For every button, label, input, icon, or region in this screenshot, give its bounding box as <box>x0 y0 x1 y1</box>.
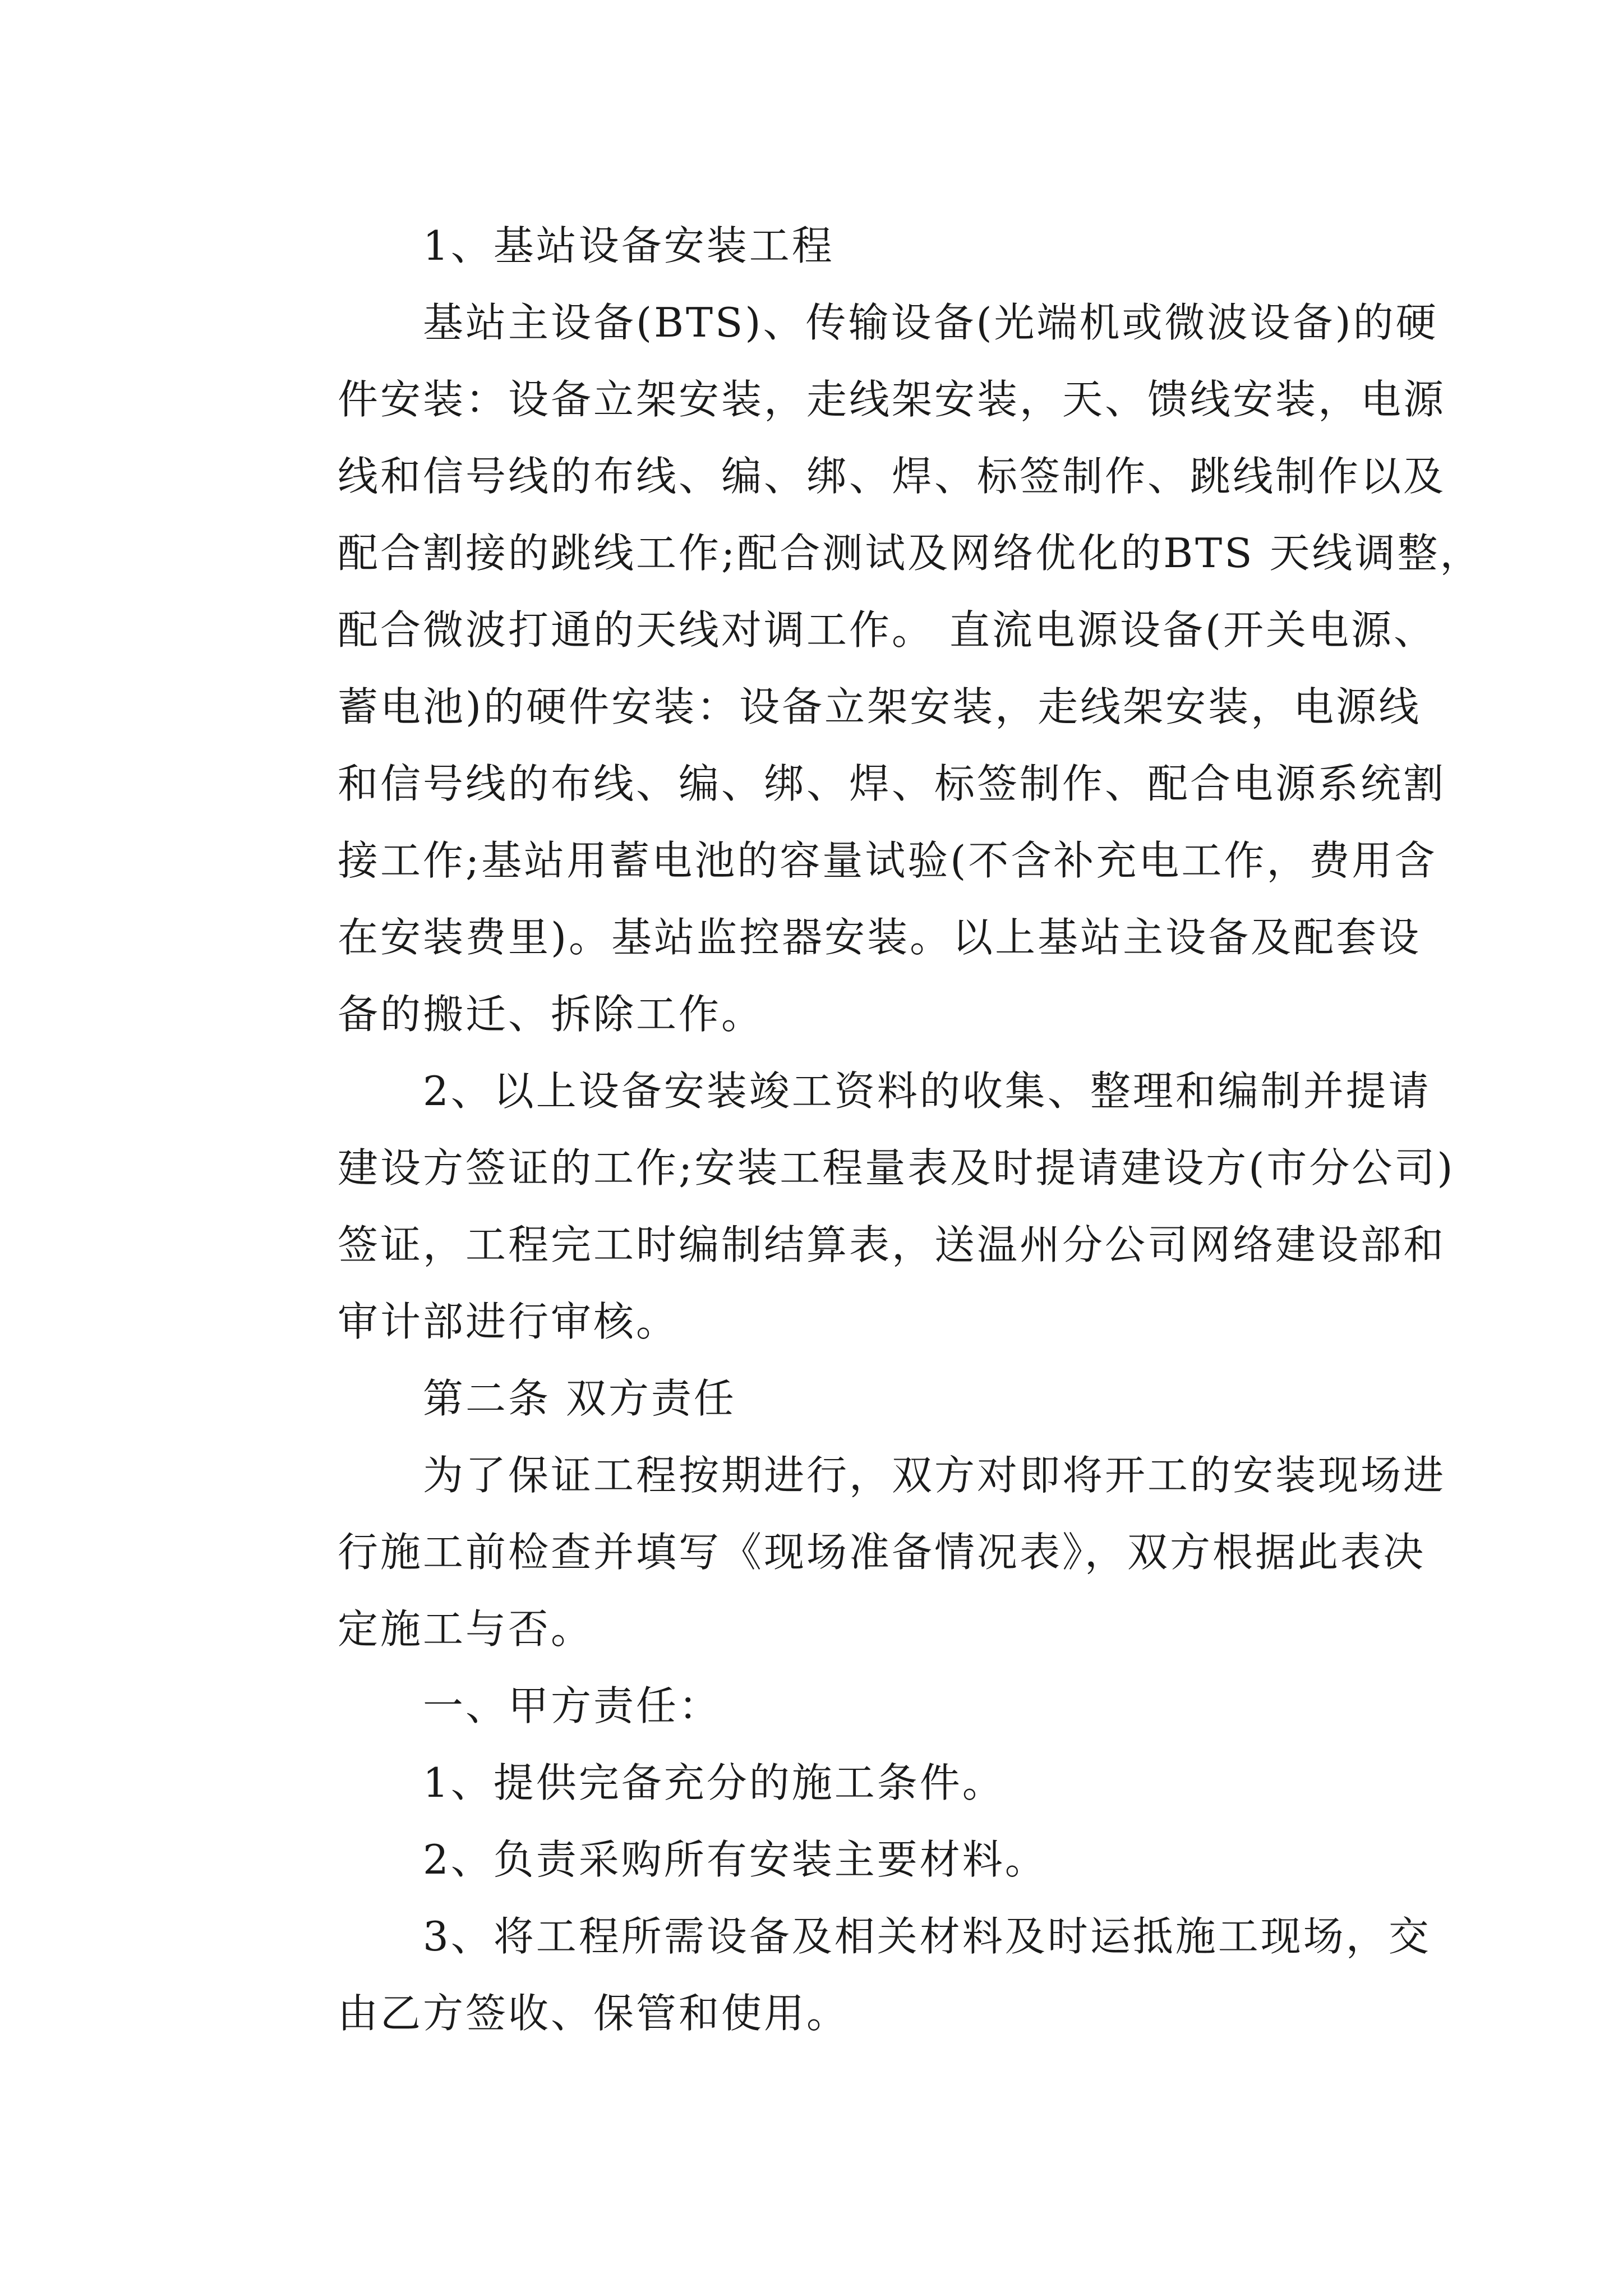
text-line: 在安装费里)。基站监控器安装。以上基站主设备及配套设 <box>338 914 1422 961</box>
text-line: 蓄电池)的硬件安装：设备立架安装，走线架安装，电源线 <box>338 683 1422 730</box>
text-line: 1、提供完备充分的施工条件。 <box>423 1759 1005 1806</box>
text-line: 一、甲方责任： <box>423 1682 722 1729</box>
article-heading <box>252 1360 1380 1437</box>
paragraph <box>252 284 1483 1053</box>
list-item <box>252 1745 1380 1821</box>
text-line: 基站主设备(BTS)、传输设备(光端机或微波设备)的硬 <box>423 299 1438 346</box>
text-line: 为了保证工程按期进行，双方对即将开工的安装现场进 <box>423 1452 1446 1499</box>
section-heading <box>252 208 1380 284</box>
text-line: 签证，工程完工时编制结算表，送温州分公司网络建设部和 <box>338 1221 1446 1268</box>
text-line: 和信号线的布线、编、绑、焊、标签制作、配合电源系统割 <box>338 760 1446 807</box>
list-item <box>252 1821 1380 1898</box>
text-line: 由乙方签收、保管和使用。 <box>338 1990 850 2037</box>
text-line: 备的搬迁、拆除工作。 <box>338 991 764 1038</box>
text-line: 2、负责采购所有安装主要材料。 <box>423 1836 1048 1883</box>
text-line: 件安装：设备立架安装，走线架安装，天、馈线安装，电源 <box>338 376 1446 423</box>
text-line: 接工作;基站用蓄电池的容量试验(不含补充电工作，费用含 <box>338 837 1437 884</box>
section-heading <box>252 1668 1380 1745</box>
text-line: 定施工与否。 <box>338 1605 594 1653</box>
text-line: 配合微波打通的天线对调工作。 直流电源设备(开关电源、 <box>338 606 1436 654</box>
text-line: 3、将工程所需设备及相关材料及时运抵施工现场，交 <box>423 1913 1431 1960</box>
text-line: 配合割接的跳线工作;配合测试及网络优化的BTS 天线调整， <box>338 530 1483 577</box>
text-line: 第二条 双方责任 <box>423 1375 736 1422</box>
list-item <box>252 1898 1431 2052</box>
text-line: 1、基站设备安装工程 <box>423 222 834 269</box>
text-line: 行施工前检查并填写《现场准备情况表》，双方根据此表决 <box>338 1529 1426 1576</box>
text-line: 审计部进行审核。 <box>338 1298 679 1345</box>
text-line: 建设方签证的工作;安装工程量表及时提请建设方(市分公司) <box>338 1144 1455 1191</box>
paragraph <box>252 1437 1446 1668</box>
document-body <box>252 208 1483 2052</box>
paragraph <box>252 1053 1455 1360</box>
text-line: 线和信号线的布线、编、绑、焊、标签制作、跳线制作以及 <box>338 453 1446 500</box>
text-line: 2、以上设备安装竣工资料的收集、整理和编制并提请 <box>423 1068 1431 1115</box>
